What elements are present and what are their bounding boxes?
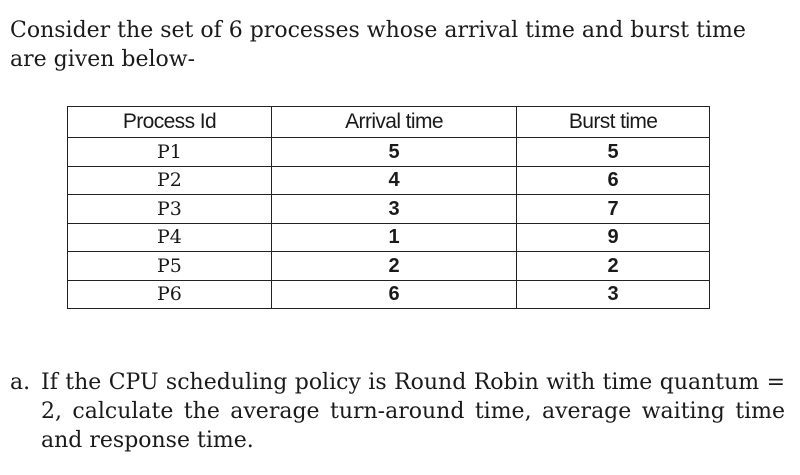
burst-time-cell: 5 <box>517 138 710 167</box>
burst-time-cell: 2 <box>517 252 710 281</box>
table-row <box>68 280 710 309</box>
process-table <box>67 106 710 309</box>
header-arrival-time: Arrival time <box>271 107 516 138</box>
process-id-cell: P1 <box>68 138 272 167</box>
arrival-time-cell: 4 <box>271 166 516 195</box>
table-row <box>68 138 710 167</box>
process-id-cell: P5 <box>68 252 272 281</box>
table-row <box>68 252 710 281</box>
burst-time-cell: 7 <box>517 195 710 224</box>
header-process-id: Process Id <box>68 107 272 138</box>
arrival-time-cell: 6 <box>271 280 516 309</box>
process-id-cell: P6 <box>68 280 272 309</box>
burst-time-cell: 9 <box>517 223 710 252</box>
arrival-time-cell: 1 <box>271 223 516 252</box>
burst-time-cell: 6 <box>517 166 710 195</box>
header-burst-time: Burst time <box>517 107 710 138</box>
arrival-time-cell: 2 <box>271 252 516 281</box>
question-text: If the CPU scheduling policy is Round Robin with time quantum = 2, calculate the average turn-around time, average waiting time and response time. <box>41 370 785 453</box>
process-id-cell: P3 <box>68 195 272 224</box>
burst-time-cell: 3 <box>517 280 710 309</box>
process-id-cell: P4 <box>68 223 272 252</box>
table-row <box>68 166 710 195</box>
table-header-row <box>68 107 710 138</box>
process-id-cell: P2 <box>68 166 272 195</box>
arrival-time-cell: 5 <box>271 138 516 167</box>
table-row <box>68 195 710 224</box>
table-row <box>68 223 710 252</box>
question-marker: a. <box>10 370 31 395</box>
arrival-time-cell: 3 <box>271 195 516 224</box>
intro-paragraph: Consider the set of 6 processes whose arrival time and burst time are given below- <box>10 18 746 72</box>
question-item <box>10 368 785 455</box>
